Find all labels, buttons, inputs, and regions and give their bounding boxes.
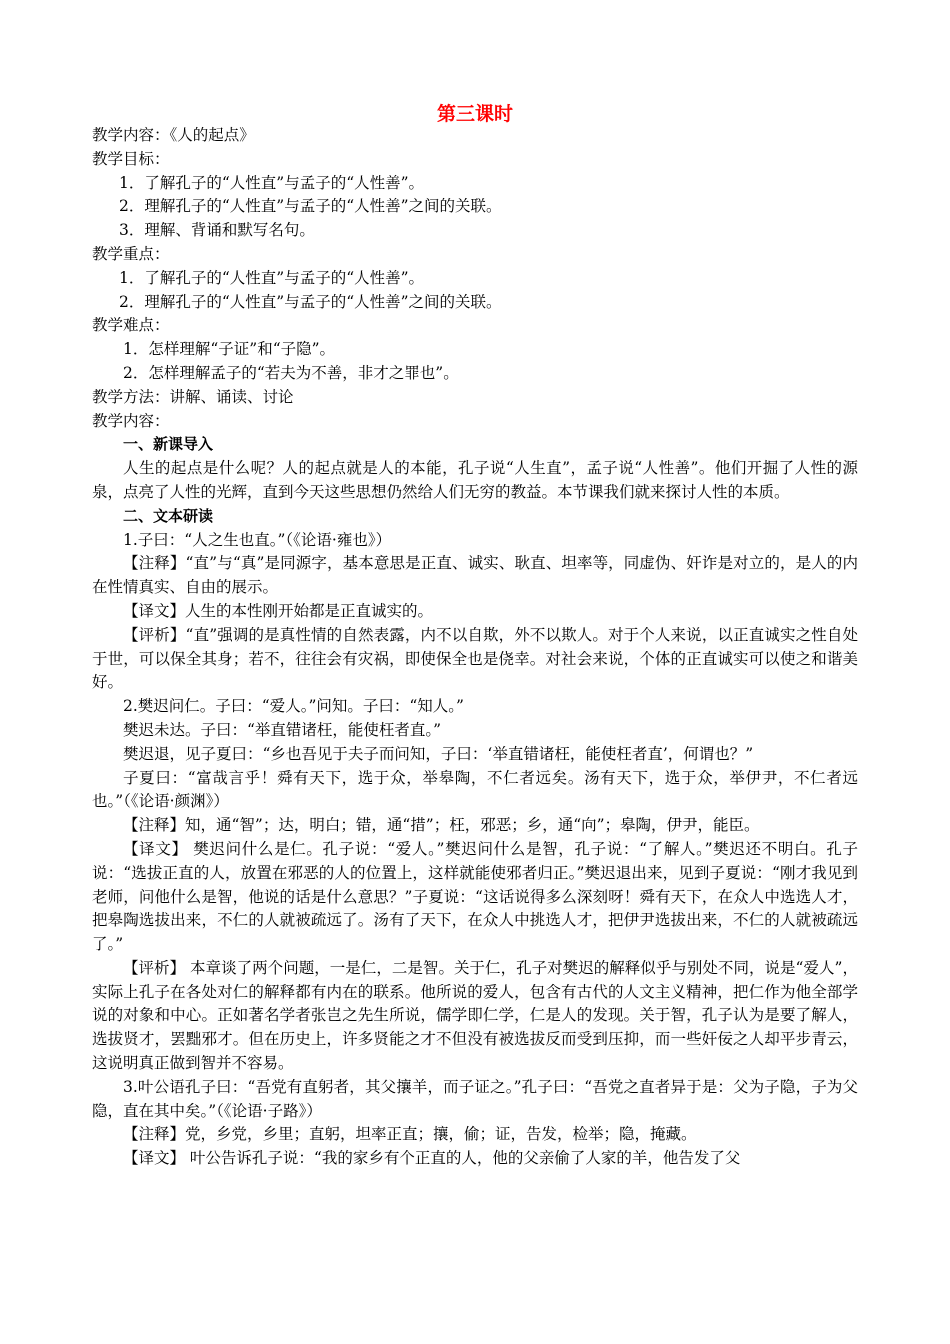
content-label: 教学内容： — [92, 411, 170, 430]
goal-item: 2．理解孔子的“人性直”与孟子的“人性善”之间的关联。 — [119, 197, 502, 216]
comment-1: 【评析】“直”强调的是真性情的自然表露，内不以自欺，外不以欺人。对于个人来说，以正直诚实之性自处于世，可以保全其身；若不，往往会有灾祸，即使保全也是侥幸。对社会来说，个体的正直诚实可以使之和谐美好。 — [92, 625, 858, 692]
focus-label: 教学重点： — [92, 244, 170, 263]
focus-item: 1．了解孔子的“人性直”与孟子的“人性善”。 — [119, 268, 425, 287]
goals-label: 教学目标： — [92, 149, 170, 168]
goal-item: 1．了解孔子的“人性直”与孟子的“人性善”。 — [119, 173, 425, 192]
quote-2-line: 樊迟未达。子曰：“举直错诸枉，能使枉者直。” — [123, 720, 442, 739]
quote-1: 1.子曰：“人之生也直。”（《论语·雍也》） — [123, 530, 392, 549]
quote-2-line: 2.樊迟问仁。子曰：“爱人。”问知。子曰：“知人。” — [123, 697, 464, 716]
translation-3: 【译文】 叶公告诉孔子说：“我的家乡有个正直的人，他的父亲偷了人家的羊，他告发了父 — [123, 1149, 741, 1168]
quote-2-line: 樊迟退，见子夏曰：“乡也吾见于夫子而问知，子曰：‘举直错诸枉，能使枉者直’，何谓也？” — [123, 744, 754, 763]
difficulty-label: 教学难点： — [92, 316, 170, 335]
note-2: 【注释】知，通“智”；达，明白；错，通“措”；枉，邪恶；乡，通“向”；皋陶，伊尹，能臣。 — [123, 816, 760, 835]
comment-2: 【评析】 本章谈了两个问题，一是仁，二是智。关于仁，孔子对樊迟的解释似乎与别处不同，说是“爱人”，实际上孔子在各处对仁的解释都有内在的联系。他所说的爱人，包含有古代的人文主义精神，把仁作为他全部学说的对象和中心。正如著名学者张岂之先生所说，儒学即仁学，仁是人的发现。关于智，孔子认为是要了解人，选拔贤才，罢黜邪才。但在历史上，许多贤能之才不但没有被选拔反而受到压抑，而一些奸佞之人却平步青云，这说明真正做到智并不容易。 — [92, 958, 858, 1073]
quote-3: 3.叶公语孔子曰：“吾党有直躬者，其父攘羊，而子证之。”孔子曰：“吾党之直者异于是：父为子隐，子为父隐，直在其中矣。”（《论语·子路》） — [92, 1077, 858, 1120]
note-3: 【注释】党，乡党，乡里；直躬，坦率正直；攘，偷；证，告发，检举；隐，掩藏。 — [123, 1125, 697, 1144]
goal-item: 3．理解、背诵和默写名句。 — [119, 221, 315, 240]
note-1: 【注释】“直”与“真”是同源字，基本意思是正直、诚实、耿直、坦率等，同虚伪、奸诈是对立的，是人的内在性情真实、自由的展示。 — [92, 554, 858, 597]
section-heading: 二、文本研读 — [123, 506, 214, 525]
difficulty-item: 1．怎样理解“子证”和“子隐”。 — [123, 340, 336, 359]
difficulty-item: 2．怎样理解孟子的“若夫为不善，非才之罪也”。 — [123, 363, 459, 382]
translation-1: 【译文】人生的本性刚开始都是正直诚实的。 — [123, 601, 434, 620]
method-line: 教学方法：讲解、诵读、讨论 — [92, 387, 294, 406]
intro-paragraph: 人生的起点是什么呢？人的起点就是人的本能，孔子说“人生直”，孟子说“人性善”。他们开掘了人性的源泉，点亮了人性的光辉，直到今天这些思想仍然给人们无穷的教益。本节课我们就来探讨人性的本质。 — [92, 459, 858, 501]
page-title: 第三课时 — [436, 103, 513, 125]
document-body — [92, 124, 858, 1171]
quote-2-line: 子夏曰：“富哉言乎！舜有天下，选于众，举皋陶，不仁者远矣。汤有天下，选于众，举伊尹，不仁者远也。”（《论语·颜渊》） — [92, 768, 858, 811]
focus-item: 2．理解孔子的“人性直”与孟子的“人性善”之间的关联。 — [119, 292, 502, 311]
translation-2: 【译文】 樊迟问什么是仁。孔子说：“爱人。”樊迟问什么是智，孔子说：“了解人。”樊迟还不明白。孔子说：“选拔正直的人，放置在邪恶的人的位置上，这样就能使邪者归正。”樊迟退出来，见到子夏说：“刚才我见到老师，问他什么是智，他说的话是什么意思？”子夏说：“这话说得多么深刻呀！舜有天下，在众人中选选人才，把皋陶选拔出来，不仁的人就被疏远了。汤有了天下，在众人中挑选人才，把伊尹选拔出来，不仁的人就被疏远了。” — [92, 839, 858, 954]
section-heading: 一、新课导入 — [123, 435, 214, 454]
lesson-topic: 教学内容：《人的起点》 — [92, 126, 255, 144]
